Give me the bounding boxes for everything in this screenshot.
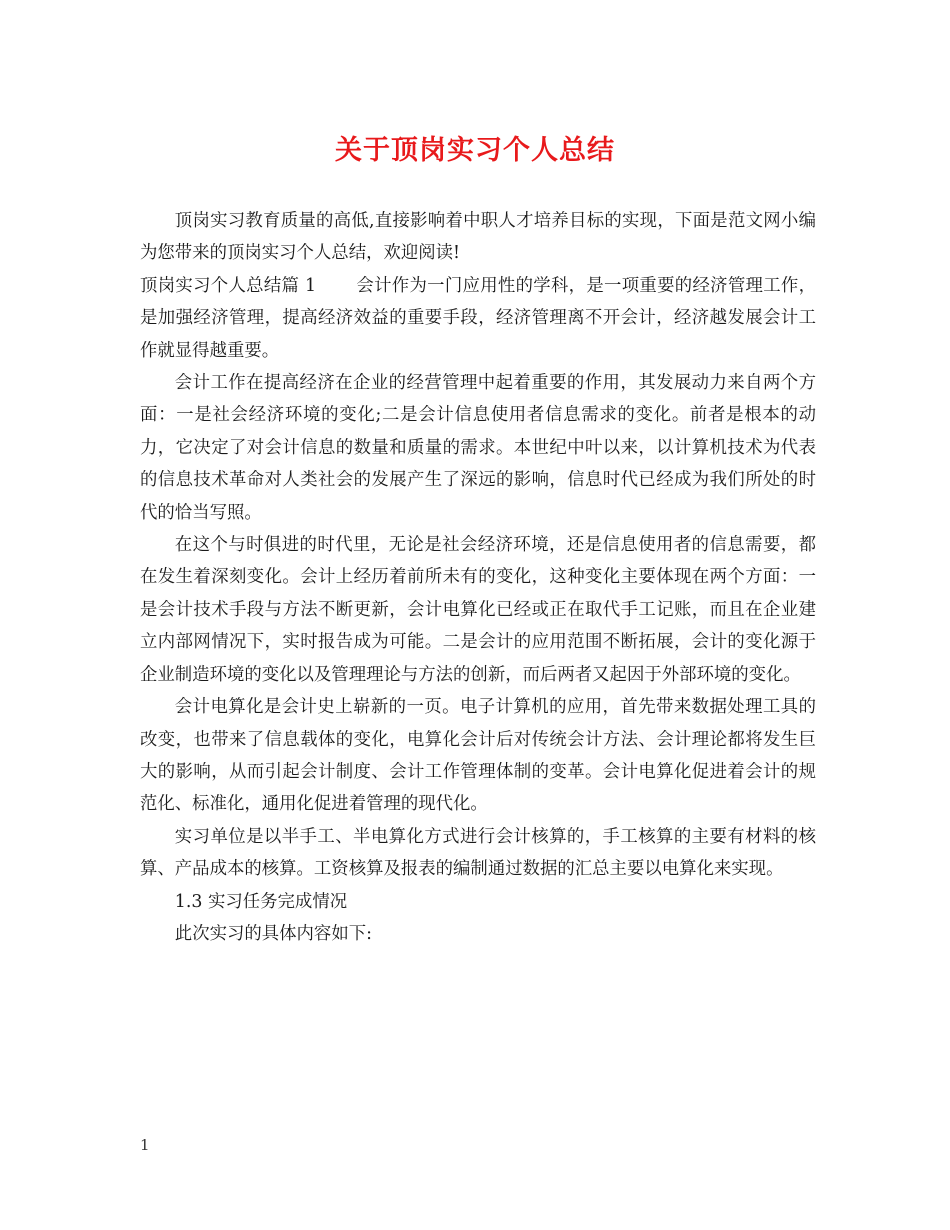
body-paragraph: 此次实习的具体内容如下:	[174, 923, 372, 944]
document-body	[140, 205, 816, 950]
subsection-heading: 1.3 实习任务完成情况	[174, 891, 348, 912]
body-paragraph: 会计电算化是会计史上崭新的一页。电子计算机的应用，首先带来数据处理工具的改变，也带来了信息载体的变化，电算化会计后对传统会计方法、会计理论都将发生巨大的影响，从而引起会计制度、会计工作管理体制的变革。会计电算化促进着会计的规范化、标准化，通用化促进着管理的现代化。	[140, 697, 816, 815]
section-heading: 顶岗实习个人总结篇 1	[140, 275, 317, 296]
section-first-text: 会计作为一门应用性的学科，是一项重要的经济管理工作，是加强经济管理，提高经济效益的重要手段，经济管理离不开会计，经济越发展会计工作就显得越重要。	[140, 275, 816, 361]
body-paragraph: 实习单位是以半手工、半电算化方式进行会计核算的，手工核算的主要有材料的核算、产品成本的核算。工资核算及报表的编制通过数据的汇总主要以电算化来实现。	[140, 826, 816, 880]
section-1-paragraph	[140, 270, 816, 367]
body-paragraph: 会计工作在提高经济在企业的经营管理中起着重要的作用，其发展动力来自两个方面：一是社会经济环境的变化;二是会计信息使用者信息需求的变化。前者是根本的动力，它决定了对会计信息的数量和质量的需求。本世纪中叶以来，以计算机技术为代表的信息技术革命对人类社会的发展产生了深远的影响，信息时代已经成为我们所处的时代的恰当写照。	[140, 373, 816, 523]
page-number: 1	[140, 1136, 150, 1154]
body-paragraph: 在这个与时俱进的时代里，无论是社会经济环境，还是信息使用者的信息需要，都在发生着深刻变化。会计上经历着前所未有的变化，这种变化主要体现在两个方面：一是会计技术手段与方法不断更新，会计电算化已经或正在取代手工记账，而且在企业建立内部网情况下，实时报告成为可能。二是会计的应用范围不断拓展，会计的变化源于企业制造环境的变化以及管理理论与方法的创新，而后两者又起因于外部环境的变化。	[140, 535, 816, 685]
document-title: 关于顶岗实习个人总结	[335, 135, 615, 166]
intro-paragraph: 顶岗实习教育质量的高低,直接影响着中职人才培养目标的实现，下面是范文网小编为您带来的顶岗实习个人总结，欢迎阅读!	[140, 211, 816, 264]
